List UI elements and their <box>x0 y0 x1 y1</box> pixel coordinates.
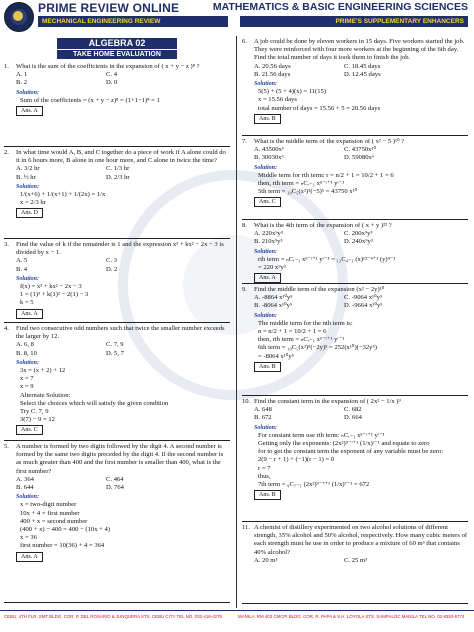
choice-item: D. 12.45 days <box>344 70 381 78</box>
choice-item: B. 30030x⁶ <box>254 154 284 162</box>
solution-line: x = 15.56 days <box>258 96 297 104</box>
choice-item: A. 648 <box>254 406 272 414</box>
solution-steps <box>20 367 230 424</box>
choice-list <box>16 476 230 492</box>
solution-steps <box>258 172 468 197</box>
solution-line: x = 36 <box>20 534 37 542</box>
problem-question: A number is formed by two digits followed by the digit 4. A second number is formed by the same two digits preceded by the digit 4. If the second number is as much greater than 400 and the first number is smaller than 400, what is the first number? <box>16 443 224 475</box>
solution-line: rth term = ₙCᵣ₋₁ xⁿ⁻ʳ⁺¹ yʳ⁻¹ = ₁₂C₄₋₁ (x)¹²⁻⁴⁺¹ (y)⁴⁻¹ <box>258 255 396 263</box>
choice-item: D. 0 <box>106 79 118 87</box>
problem-item <box>4 61 230 147</box>
choice-list <box>254 230 468 246</box>
school-seal-icon <box>4 2 34 32</box>
solution-line: 1 = (1)³ + k(1)² − 2(1) − 3 <box>20 291 89 299</box>
choice-item: C. 464 <box>106 475 124 483</box>
answer-box: Ans. A <box>16 106 43 116</box>
choice-item: C. 7, 9 <box>106 341 124 349</box>
solution-line: x = 9 <box>20 383 34 391</box>
footer <box>0 610 474 623</box>
solution-line: Middle term for rth term: r = n/2 + 1 = 10/2 + 1 = 6 <box>258 171 394 179</box>
choice-item: B. 210x⁹y³ <box>254 238 283 246</box>
answer-box: Ans. B <box>254 490 281 500</box>
choice-item: A. 43500x⁶ <box>254 146 285 154</box>
problem-item <box>242 522 468 604</box>
solution-line: f(x) = x³ + kx² − 2x − 3 <box>20 283 82 291</box>
problem-number: 7. <box>242 138 247 145</box>
right-problem-list <box>242 36 468 604</box>
choice-item: D. 5, 7 <box>106 349 124 357</box>
solution-line: = 220 x⁹y³ <box>258 264 286 272</box>
solution-line: (400 + x) − 400 = 400 − (10x + 4) <box>20 526 111 534</box>
choice-item: B. ½ hr <box>16 173 36 181</box>
left-column <box>4 36 230 603</box>
choice-item: D. 664 <box>344 414 362 422</box>
document-subtitle: TAKE HOME EVALUATION <box>57 50 177 59</box>
solution-steps <box>258 88 468 113</box>
subject-title: MATHEMATICS & BASIC ENGINEERING SCIENCES <box>212 1 468 13</box>
brand-title: PRIME REVIEW ONLINE <box>38 1 180 15</box>
solution-label: Solution: <box>16 359 40 366</box>
solution-label: Solution: <box>254 248 278 255</box>
solution-line: for to get the constant term the exponent of any variable must be zero: <box>258 448 444 456</box>
choice-list <box>16 71 230 87</box>
footer-manila-address: MANILA: RM 403 CMCPI BLDG. COR. R. PAPA & S.H. LOYOLA STS. SAMPALOC MANILA TEL NO. 02-8353-6774 <box>238 614 465 619</box>
problem-item <box>242 36 468 136</box>
solution-line: then, rth term = ₙCᵣ₋₁ xⁿ⁻ʳ⁺¹ yʳ⁻¹ <box>258 336 345 344</box>
solution-label: Solution: <box>16 89 40 96</box>
choice-item: A. 364 <box>16 475 34 483</box>
solution-line: x = 7 <box>20 375 34 383</box>
solution-line: first number = 10(36) + 4 = 364 <box>20 542 105 550</box>
choice-item: B. 4 <box>16 265 27 273</box>
solution-steps <box>20 283 230 308</box>
column-divider <box>236 36 237 608</box>
problem-item <box>242 220 468 284</box>
solution-line: 5th term = ₁₀C₅(x²)⁵(−5)⁵ = 43750 x¹⁰ <box>258 188 358 196</box>
solution-line: 10x + 4 = first number <box>20 509 80 517</box>
brand-subtitle: MECHANICAL ENGINEERING REVIEW <box>38 16 228 27</box>
choice-item: C. 18.45 days <box>344 62 381 70</box>
answer-box: Ans. A <box>16 309 43 319</box>
solution-line: 3(7) − 9 = 12 <box>20 416 55 424</box>
solution-line: 6th term = ₁₀C₅(x²)⁵(−2y)⁵ = 252(x¹⁰)(−32y⁵) <box>258 344 377 352</box>
problem-number: 9. <box>242 286 247 293</box>
solution-label: Solution: <box>254 424 278 431</box>
choice-list <box>254 294 468 310</box>
answer-box: Ans. A <box>254 273 281 283</box>
answer-box: Ans. C <box>254 197 281 207</box>
choice-item: D. 59080x⁶ <box>344 154 375 162</box>
choice-item: D. 240x⁹y³ <box>344 238 373 246</box>
answer-box: Ans. A <box>16 552 43 562</box>
choice-item: B. -8064 x¹⁰y⁵ <box>254 302 293 310</box>
solution-steps <box>258 256 468 272</box>
choice-item: C. -9064 x¹⁰y⁵ <box>344 294 383 302</box>
problem-question: In what time would A, B, and C together do a piece of work if A alone could do it in 6 hours more, B alone in one hour more, and C alone in twice the time? <box>16 149 226 165</box>
problem-item <box>4 441 230 603</box>
choice-item: B. 672 <box>254 414 272 422</box>
problem-item <box>4 147 230 239</box>
problem-number: 10. <box>242 398 251 405</box>
solution-line: For constant term use rth term: ₙCᵣ₋₁ xⁿ⁻ʳ⁺¹ yʳ⁻¹ <box>258 431 385 439</box>
solution-line: k = 5 <box>20 299 34 307</box>
choice-item: A. 220x⁹y³ <box>254 230 283 238</box>
choice-item: C. 682 <box>344 406 362 414</box>
solution-line: thus, <box>258 472 271 480</box>
choice-item: D. 764 <box>106 484 124 492</box>
solution-label: Solution: <box>16 183 40 190</box>
problem-item <box>242 284 468 396</box>
choice-item: C. 3 <box>106 257 117 265</box>
choice-item: A. -8864 x¹⁰y⁵ <box>254 294 293 302</box>
problem-question: What is the 4th term of the expansion of ( x + y )²² ? <box>254 222 392 229</box>
answer-box: Ans. B <box>254 114 281 124</box>
solution-line: Alternate Solution: <box>20 391 71 399</box>
problem-item <box>242 136 468 220</box>
problem-number: 5. <box>4 443 9 450</box>
header <box>0 0 474 34</box>
title-box <box>57 38 177 59</box>
solution-line: 400 + x = second number <box>20 517 88 525</box>
solution-label: Solution: <box>254 164 278 171</box>
solution-steps <box>20 191 230 207</box>
right-column <box>242 36 468 604</box>
problem-item <box>4 239 230 323</box>
answer-box: Ans. C <box>16 425 43 435</box>
choice-item: C. 25 m³ <box>344 556 368 564</box>
problem-question: Find the constant term in the expansion of ( 2x² − 1/x )⁹ <box>254 398 401 405</box>
footer-cebu-address: CEBU: 4TH FLR. SMT BLDG. COR. P. DEL ROSARIO & JUNQUERA STS. CEBU CITY TEL NO. 032-416-4275 <box>4 614 222 619</box>
solution-line: x = 2/3 hr <box>20 199 46 207</box>
problem-question: Find the middle term of the expansion (x² − 2y)¹⁰ <box>254 286 385 293</box>
answer-box: Ans. D <box>16 208 43 218</box>
solution-line: x = two-digit number <box>20 501 77 509</box>
choice-list <box>254 557 468 565</box>
solution-line: Getting only the exponents: (2x²)⁹⁻ʳ⁺¹ (1/x)ʳ⁻¹ and equate to zero <box>258 440 430 448</box>
solution-line: then, rth term = ₙCᵣ₋₁ xⁿ⁻ʳ⁺¹ yʳ⁻¹ <box>258 180 345 188</box>
choice-list <box>254 63 468 79</box>
solution-line: Select the choices which will satisfy the given condition <box>20 399 169 407</box>
problem-question: What is the sum of the coefficients in the expansion of ( x + y − z )⁸ ? <box>16 63 200 70</box>
choice-item: B. 8, 10 <box>16 349 37 357</box>
problem-number: 8. <box>242 222 247 229</box>
solution-line: r = 7 <box>258 464 271 472</box>
choice-item: B. 644 <box>16 484 34 492</box>
choice-item: B. 2 <box>16 79 27 87</box>
solution-line: 1/(x+6) + 1/(x+1) + 1/(2x) = 1/x <box>20 191 106 199</box>
solution-label: Solution: <box>254 81 278 88</box>
solution-line: Try C. 7, 9 <box>20 408 49 416</box>
choice-item: D. -9664 x¹⁰y⁵ <box>344 302 383 310</box>
left-problem-list <box>4 61 230 603</box>
solution-steps <box>20 501 230 550</box>
solution-line: n = n/2 + 1 = 10/2 + 1 = 6 <box>258 328 327 336</box>
choice-item: A. 6, 8 <box>16 341 34 349</box>
solution-line: 3x = (x + 2) + 12 <box>20 367 66 375</box>
choice-item: A. 20 m³ <box>254 556 278 564</box>
problem-number: 3. <box>4 241 9 248</box>
problem-item <box>4 323 230 441</box>
problem-item <box>242 396 468 522</box>
choice-item: A. 3/2 hr <box>16 165 40 173</box>
problem-number: 6. <box>242 38 247 45</box>
problem-question: Find the value of k if the remainder is 1 and the expression x³ + kx² − 2x − 3 is divided by x − 1. <box>16 241 224 257</box>
choice-list <box>254 406 468 422</box>
choice-item: C. 4 <box>106 71 117 79</box>
choice-item: C. 43750x¹⁰ <box>344 146 377 154</box>
solution-steps <box>258 432 468 489</box>
problem-number: 1. <box>4 63 9 70</box>
problem-number: 11. <box>242 524 250 531</box>
solution-line: 2(9 − r + 1) + (−1)(r − 1) = 0 <box>258 456 335 464</box>
problem-question: What is the middle term of the expansion of ( x² − 5 )¹⁰ ? <box>254 138 405 145</box>
problem-question: A chemist of distillery experimented on two alcohol solutions of different strength, 35% alcohol and 50% alcohol, respectively. How many cubic meters of each strength must he use in order to produce a mixture of 60 m³ that contains 40% alcohol? <box>254 524 468 556</box>
problem-number: 4. <box>4 325 9 332</box>
choice-item: A. 5 <box>16 257 28 265</box>
solution-line: 7th term = ₉C₇₋₁ (2x²)⁹⁻⁷⁺¹ (1/x)⁷⁻¹ = 672 <box>258 481 370 489</box>
choice-list <box>16 341 230 357</box>
solution-line: = -8064 x¹⁰y⁵ <box>258 352 294 360</box>
choice-item: A. 20.56 days <box>254 62 291 70</box>
solution-steps <box>258 320 468 361</box>
solution-line: Sum of the coefficients = (x + y − z)⁸ = (1+1−1)⁸ = 1 <box>20 96 160 104</box>
solution-line: 5(5) + (5 + 4)(x) = 11(15) <box>258 88 327 96</box>
solution-label: Solution: <box>16 494 40 501</box>
solution-line: The middle term for the nth term is: <box>258 319 353 327</box>
problem-number: 2. <box>4 149 9 156</box>
problem-question: Find two consecutive odd numbers such that twice the smaller number exceeds the larger by 12. <box>16 325 225 341</box>
solution-line: total number of days = 15.56 + 5 = 20.56 days <box>258 104 381 112</box>
choice-list <box>254 146 468 162</box>
solution-steps <box>20 97 230 105</box>
choice-item: C. 1/3 hr <box>106 165 130 173</box>
answer-box: Ans. B <box>254 362 281 372</box>
choice-list <box>16 165 230 181</box>
solution-label: Solution: <box>254 312 278 319</box>
choice-item: C. 200x⁹y³ <box>344 230 373 238</box>
choice-item: D. 2 <box>106 265 118 273</box>
choice-item: D. 2/3 hr <box>106 173 130 181</box>
choice-list <box>16 257 230 273</box>
choice-item: B. 21.56 days <box>254 70 291 78</box>
subject-subtitle: PRIME'S SUPPLEMENTARY ENHANCERS <box>240 16 468 27</box>
problem-question: A job could be done by eleven workers in 15 days. Five workers started the job. They were reinforced with four more workers at the beginning of the 6th day. Find the total number of days it took them to finish the job. <box>254 38 465 62</box>
choice-item: A. 1 <box>16 71 28 79</box>
document-title: ALGEBRA 02 <box>57 38 177 49</box>
solution-label: Solution: <box>16 275 40 282</box>
